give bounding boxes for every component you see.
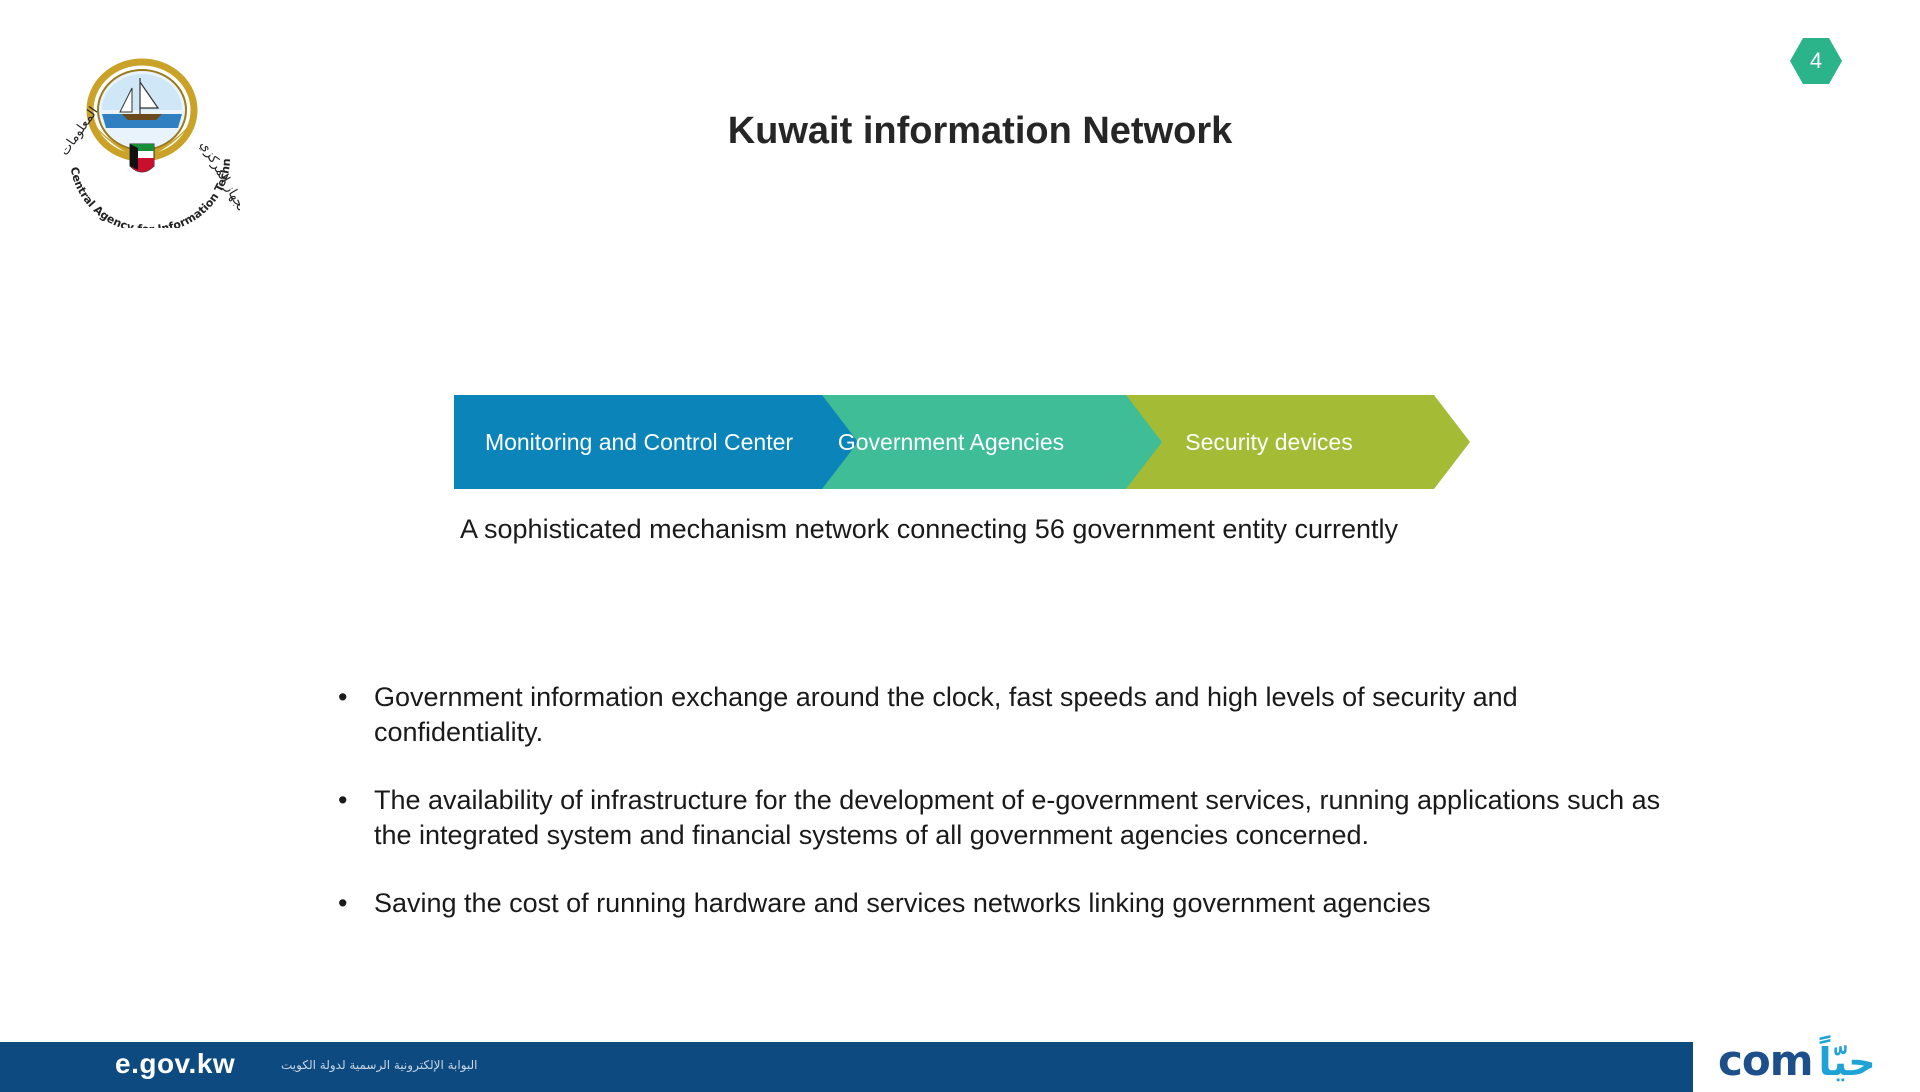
page-number-badge <box>1789 36 1843 86</box>
bullet-dot: • <box>338 888 348 918</box>
process-step-1-label: Monitoring and Control Center <box>484 428 794 455</box>
svg-text:Central Agency for Information: Central Agency formation Techn <box>67 157 234 228</box>
footer-bar <box>0 1042 1693 1092</box>
bullet-text: Saving the cost of running hardware and services networks linking government agencies <box>374 888 1431 918</box>
bullet-item <box>334 886 1664 921</box>
network-description: A sophisticated mechanism network connecting 56 government entity currently <box>460 514 1398 544</box>
svg-text:المعلومات: المعلومات <box>57 104 102 159</box>
footer-brand-logo <box>1718 1036 1876 1085</box>
footer-arabic-caption: البوابة الإلكترونية الرسمية لدولة الكويت <box>281 1058 478 1072</box>
bullet-item <box>334 680 1664 750</box>
process-step-2-label: Government Agencies <box>837 428 1065 455</box>
bullet-text: The availability of infrastructure for the development of e-government services, running applications such as the integrated system and financial systems of all government agencies concerned. <box>374 785 1661 850</box>
bullet-list <box>334 680 1664 954</box>
process-step-3-label: Security devices <box>1185 428 1353 455</box>
bullet-dot: • <box>338 682 348 712</box>
bullet-item <box>334 783 1664 853</box>
brand-latin: com <box>1718 1036 1813 1085</box>
bullet-text: Government information exchange around the clock, fast speeds and high levels of security and confidentiality. <box>374 682 1518 747</box>
slide-title: Kuwait information Network <box>727 110 1233 152</box>
brand-arabic: حيّاً <box>1818 1040 1876 1084</box>
page-number: 4 <box>1809 48 1823 73</box>
svg-text:الجهاز المركزي: الجهاز المركزي <box>196 138 240 218</box>
process-flow <box>454 395 1470 489</box>
footer-domain: e.gov.kw <box>115 1048 236 1079</box>
bullet-dot: • <box>338 785 348 815</box>
